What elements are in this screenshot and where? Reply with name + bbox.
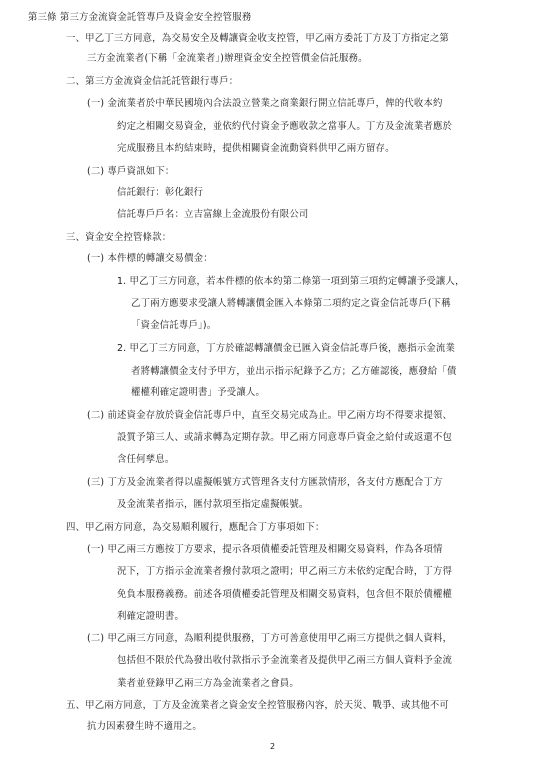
clause-3-3-line-2: 及金流業者指示，匯付款項至指定虛擬帳號。 — [117, 499, 309, 510]
clause-2-1-line-3: 完成服務且本約結束時，提供相關資金流動資料供甲乙兩方留存。 — [117, 143, 395, 154]
clause-4-2-line-3: 業者並登錄甲乙兩三方為金流業者之會員。 — [117, 678, 299, 689]
clause-4-1-line-4: 利確定證明書。 — [117, 611, 185, 622]
clause-3-1-1-line-3: 「資金信託專戶」)。 — [131, 320, 217, 331]
page-number: 2 — [269, 742, 276, 751]
clause-2-1-line-1: (一) 金流業者於中華民國境內合法設立營業之商業銀行開立信託專戶，俾的代收本約 — [87, 98, 443, 109]
clause-4-1-line-2: 況下，丁方指示金流業者撥付款項之證明；甲乙兩三方未依約定配合時，丁方得 — [117, 566, 453, 577]
clause-3-2-line-2: 設質予第三人、或請求轉為定期存款。甲乙兩方同意專戶資金之給付或返還不包 — [117, 432, 453, 443]
article-title: 第三條 第三方金流資金託管專戶及資金安全控管服務 — [28, 12, 252, 23]
clause-3-2-line-1: (二) 前述資金存放於資金信託專戶中，直至交易完成為止。甲乙兩方均不得要求提領、 — [87, 410, 453, 421]
clause-3-1-2-line-1: 2. 甲乙丁三方同意，丁方於確認轉讓價金已匯入資金信託專戶後，應指示金流業 — [117, 343, 456, 354]
clause-2-1-line-2: 約定之相關交易資金，並依約代付資金予應收款之當事人。丁方及金流業者應於 — [117, 121, 453, 132]
trust-bank: 信託銀行：彰化銀行 — [117, 187, 204, 198]
clause-3-1-2-line-2: 者將轉讓價金支付予甲方，並出示指示紀錄予乙方；乙方確認後，應發給「債 — [131, 366, 457, 377]
clause-4-heading: 四、甲乙兩方同意，為交易順利履行，應配合丁方事項如下： — [66, 522, 325, 533]
clause-1-line-1: 一、甲乙丁三方同意，為交易安全及轉讓資金收支控管，甲乙兩方委託丁方及丁方指定之第 — [66, 33, 450, 44]
clause-4-1-line-1: (一) 甲乙兩三方應按丁方要求，提示各項債權委託管理及相關交易資料，作為各項情 — [87, 544, 443, 555]
clause-3-1-heading: (一) 本件標的轉讓交易價金： — [87, 253, 213, 264]
clause-5-line-2: 抗力因素發生時不適用之。 — [87, 721, 202, 732]
clause-3-1-1-line-1: 1. 甲乙丁三方同意，若本件標的依本約第二條第一項到第三項約定轉讓予受讓人， — [117, 276, 465, 287]
clause-2-2-heading: (二) 專戶資訊如下： — [87, 166, 175, 177]
clause-5-line-1: 五、甲乙兩方同意，丁方及金流業者之資金安全控管服務內容，於天災、戰爭、或其他不可 — [66, 700, 450, 711]
trust-account-name: 信託專戶戶名：立吉富線上金流股份有限公司 — [117, 209, 309, 220]
clause-4-2-line-2: 包括但不限於代為發出收付款指示予金流業者及提供甲乙兩三方個人資料予金流 — [117, 655, 453, 666]
clause-1-line-2: 三方金流業者(下稱「金流業者」)辦理資金安全控管價金信託服務。 — [87, 53, 368, 64]
clause-4-2-line-1: (二) 甲乙兩三方同意，為順利提供服務，丁方可善意使用甲乙兩三方提供之個人資料， — [87, 633, 453, 644]
clause-3-1-2-line-3: 權權利確定證明書」予受讓人。 — [131, 387, 266, 398]
clause-4-1-line-3: 免負本服務義務。前述各項債權委託管理及相關交易資料，包含但不限於債權權 — [117, 589, 453, 600]
clause-3-1-1-line-2: 乙丁兩方應要求受讓人將轉讓價金匯入本條第二項約定之資金信託專戶(下稱 — [131, 298, 451, 309]
clause-3-3-line-1: (三) 丁方及金流業者得以虛擬帳號方式管理各支付方匯款情形，各支付方應配合丁方 — [87, 477, 443, 488]
clause-2-heading: 二、第三方金流資金信託託管銀行專戶： — [66, 76, 239, 87]
clause-3-heading: 三、資金安全控管條款： — [66, 232, 172, 243]
clause-3-2-line-3: 含任何孳息。 — [117, 454, 175, 465]
